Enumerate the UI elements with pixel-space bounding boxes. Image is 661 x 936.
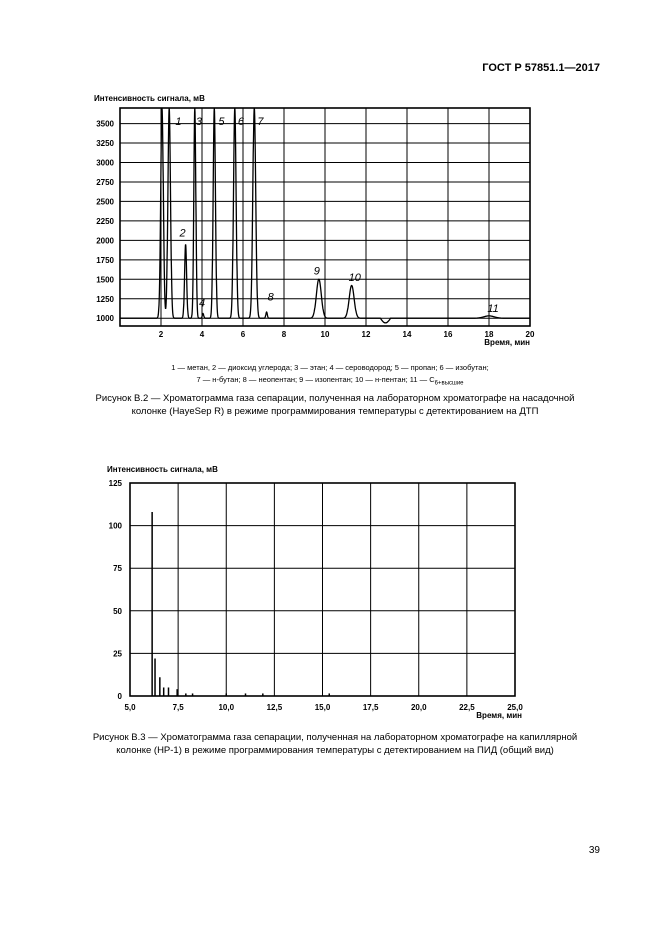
y-axis-title: Интенсивность сигнала, мВ: [94, 94, 205, 103]
x-axis-title: Время, мин: [476, 711, 522, 720]
x-tick-label: 10,0: [218, 703, 235, 712]
x-axis-title: Время, мин: [484, 338, 530, 347]
x-tick-label: 14: [402, 330, 412, 339]
y-tick-label: 3000: [96, 158, 114, 168]
y-tick-label: 25: [113, 649, 122, 659]
x-tick-label: 25,0: [507, 703, 523, 712]
x-tick-label: 18: [484, 330, 494, 339]
peak-label: 7: [257, 116, 264, 129]
y-tick-label: 2250: [96, 216, 114, 226]
y-tick-label: 2500: [96, 197, 114, 207]
caption-b2-line2: колонке (HayeSep R) в режиме программирования температуры с детектированием на ДТП: [131, 406, 539, 417]
x-tick-label: 2: [158, 330, 164, 339]
figure-b2-caption: [55, 392, 615, 418]
y-tick-label: 1000: [96, 314, 114, 324]
peak-label: 2: [179, 227, 186, 240]
legend-line-2: [60, 374, 600, 390]
y-axis-title: Интенсивность сигнала, мВ: [107, 465, 218, 474]
x-tick-label: 17,5: [362, 703, 379, 712]
x-tick-label: 15,0: [314, 703, 331, 712]
peak-label: 8: [267, 291, 274, 304]
page-number: 39: [588, 845, 600, 856]
x-tick-label: 10: [320, 330, 330, 339]
x-tick-label: 7,5: [172, 703, 184, 712]
y-tick-label: 100: [108, 521, 122, 531]
y-tick-label: 1750: [96, 255, 114, 265]
x-tick-label: 5,0: [124, 703, 136, 712]
x-tick-label: 22,5: [459, 703, 475, 712]
figure-b2-legend: [60, 362, 600, 390]
peak-label: 1: [175, 116, 182, 129]
peak-label: 5: [218, 116, 225, 129]
caption-b3-line2: колонке (HP-1) в режиме программирования температуры с детектированием на ПИД (общий вид): [116, 745, 554, 756]
x-tick-label: 4: [199, 330, 205, 339]
standard-header: ГОСТ Р 57851.1—2017: [482, 62, 600, 74]
y-tick-label: 75: [113, 564, 122, 574]
peak-label: 3: [195, 116, 202, 129]
x-tick-label: 6: [240, 330, 246, 339]
chromatogram-b3-chart: [85, 458, 545, 728]
y-tick-label: 3500: [96, 119, 114, 129]
x-tick-label: 12: [361, 330, 371, 339]
x-tick-label: 16: [443, 330, 453, 339]
peak-label: 10: [348, 271, 361, 284]
x-tick-label: 12,5: [266, 703, 283, 712]
y-tick-label: 2750: [96, 177, 114, 187]
x-tick-label: 20: [525, 330, 535, 339]
legend-subscript: 6+высшие: [434, 380, 464, 387]
peak-label: 11: [487, 302, 499, 315]
figure-b3-caption: [55, 731, 615, 757]
y-tick-label: 2000: [96, 236, 114, 246]
peak-label: 9: [313, 265, 320, 278]
peak-label: 6: [237, 116, 245, 129]
x-tick-label: 20,0: [410, 703, 427, 712]
caption-b3-line1: Рисунок В.3 — Хроматограмма газа сепарации, полученная на лабораторном хроматографе на капиллярной: [92, 732, 578, 743]
y-tick-label: 50: [113, 606, 122, 616]
y-tick-label: 3250: [96, 139, 114, 149]
y-tick-label: 1250: [96, 294, 114, 304]
x-tick-label: 8: [281, 330, 287, 339]
legend-line-1: 1 — метан, 2 — диоксид углерода; 3 — этан; 4 — сероводород; 5 — пропан; 6 — изобутан;: [171, 363, 489, 372]
y-tick-label: 125: [108, 479, 122, 488]
chromatogram-b2-chart: [80, 88, 550, 358]
peak-label: 4: [198, 297, 206, 310]
y-tick-label: 0: [117, 692, 122, 701]
y-tick-label: 1500: [96, 275, 114, 285]
legend-line-2-text: 7 — н-бутан; 8 — неопентан; 9 — изопентан; 10 — н-пентан; 11 — С: [196, 375, 435, 384]
caption-b2-line1: Рисунок В.2 — Хроматограмма газа сепарации, полученная на лабораторном хроматографе на насадочной: [95, 393, 575, 404]
